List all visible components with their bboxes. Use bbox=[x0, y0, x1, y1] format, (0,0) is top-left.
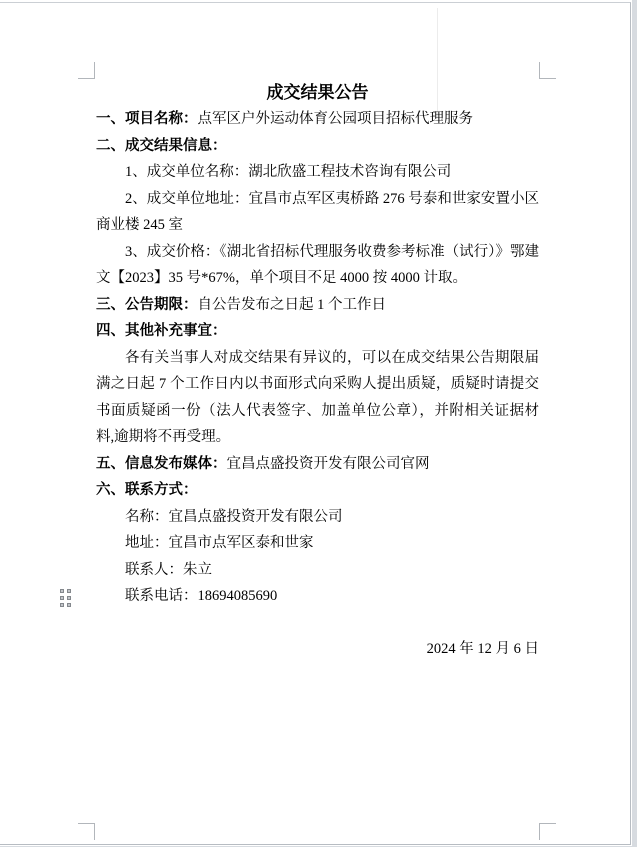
paragraph-price bbox=[96, 239, 539, 292]
paragraph-text: 3、成交价格：《湖北省招标代理服务收费参考标准（试行）》鄂建文【2023】35 号*67%，单个项目不足 4000 按 4000 计取。 bbox=[96, 243, 539, 286]
paragraph-text: 宜昌点盛投资开发有限公司官网 bbox=[226, 455, 430, 472]
drag-dot bbox=[60, 603, 64, 607]
margin-crop-mark-bottom-left bbox=[78, 823, 95, 840]
drag-dot bbox=[67, 589, 71, 593]
paragraph-announcement-period bbox=[96, 292, 539, 319]
drag-dot bbox=[67, 596, 71, 600]
paragraph-text: 联系电话：18694085690 bbox=[125, 588, 278, 604]
paragraph-contact-address bbox=[96, 530, 539, 557]
paragraph-other-matters-heading bbox=[96, 318, 539, 345]
page-gutter-right bbox=[632, 0, 637, 847]
margin-crop-mark-top-left bbox=[78, 62, 95, 79]
paragraph-text: 联系人：朱立 bbox=[125, 561, 212, 578]
drag-dot bbox=[60, 589, 64, 593]
paragraph-label: 五、信息发布媒体： bbox=[96, 455, 227, 472]
drag-dot bbox=[67, 603, 71, 607]
paragraph-contact-name bbox=[96, 504, 539, 531]
paragraph-winner-name bbox=[96, 159, 539, 186]
margin-crop-mark-bottom-right bbox=[539, 823, 556, 840]
paragraph-label: 四、其他补充事宜： bbox=[96, 323, 227, 339]
paragraph-contact-phone bbox=[96, 583, 539, 610]
paragraph-text: 点军区户外运动体育公园项目招标代理服务 bbox=[197, 111, 473, 127]
paragraph-objection-instructions bbox=[96, 345, 539, 451]
document-body bbox=[96, 79, 539, 663]
paragraph-result-info-heading bbox=[96, 133, 539, 160]
paragraph-text: 地址：宜昌市点军区泰和世家 bbox=[125, 535, 314, 551]
paragraph-publish-media bbox=[96, 451, 539, 478]
paragraph-label: 六、联系方式： bbox=[96, 482, 198, 498]
paragraph-drag-handle-icon[interactable] bbox=[60, 589, 71, 607]
paragraph-contact-person bbox=[96, 557, 539, 584]
paragraph-label: 一、项目名称： bbox=[96, 111, 198, 127]
paragraph-text: 自公告发布之日起 1 个工作日 bbox=[197, 296, 386, 313]
paragraph-winner-address bbox=[96, 186, 539, 239]
paragraph-contact-heading bbox=[96, 477, 539, 504]
document-date: 2024 年 12 月 6 日 bbox=[426, 641, 539, 657]
page-title: 成交结果公告 bbox=[266, 83, 369, 102]
paragraph-text: 各有关当事人对成交结果有异议的，可以在成交结果公告期限届满之日起 7 个工作日内以书面形式向采购人提出质疑，质疑时请提交书面质疑函一份（法人代表签字、加盖单位公章），并附相关证据材料,逾期将不再受理。 bbox=[96, 349, 539, 445]
paragraph-text: 2、成交单位地址：宜昌市点军区夷桥路 276 号泰和世家安置小区商业楼 245 室 bbox=[96, 190, 539, 233]
margin-crop-mark-top-right bbox=[539, 62, 556, 79]
paragraph-label: 二、成交结果信息： bbox=[96, 137, 227, 154]
paragraph-project-name bbox=[96, 106, 539, 133]
paragraph-label: 三、公告期限： bbox=[96, 296, 198, 313]
drag-dot bbox=[60, 596, 64, 600]
paragraph-text: 名称：宜昌点盛投资开发有限公司 bbox=[125, 508, 343, 525]
paragraph-text: 1、成交单位名称：湖北欣盛工程技术咨询有限公司 bbox=[125, 164, 452, 180]
